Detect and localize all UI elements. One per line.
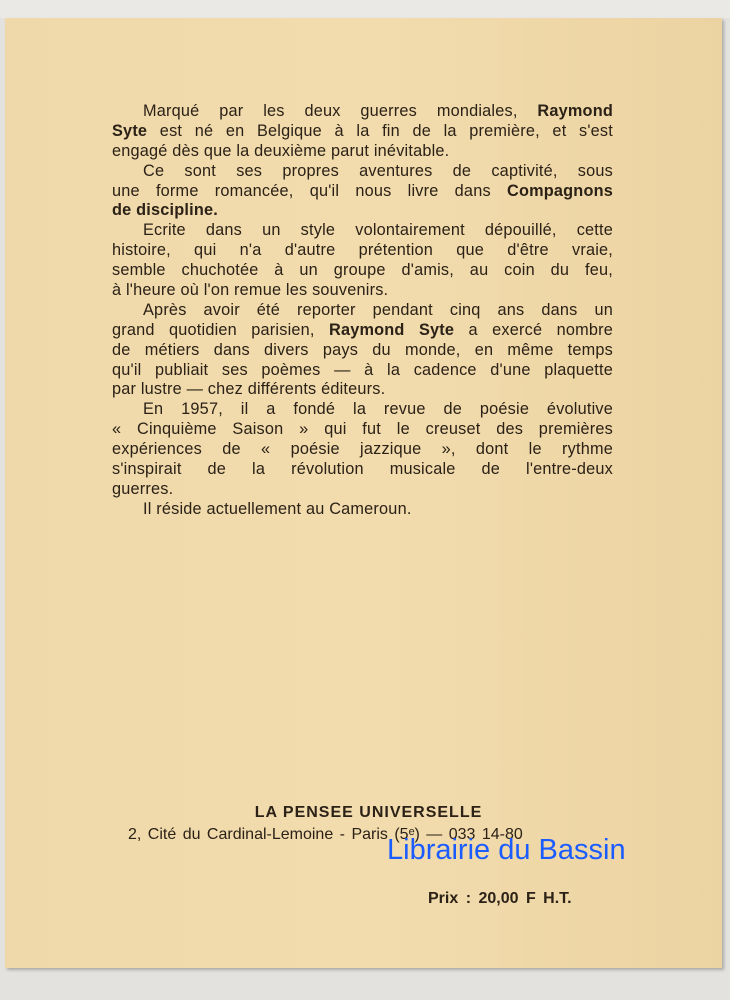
text-segment: Ecrite dans un style volontairement dépouillé, cette xyxy=(143,221,613,240)
text-line xyxy=(112,201,613,221)
text-segment: grand quotidien parisien, xyxy=(112,320,329,339)
text-line xyxy=(112,122,613,142)
text-segment: guerres. xyxy=(112,479,174,498)
text-line xyxy=(112,361,613,381)
price: Prix : 20,00 F H.T. xyxy=(428,890,572,907)
bold-text: Syte xyxy=(112,121,148,140)
text-line xyxy=(112,261,613,281)
text-segment: est né en Belgique à la fin de la première, et s'est xyxy=(147,121,613,140)
text-segment: « Cinquième Saison » qui fut le creuset des premières xyxy=(112,420,613,439)
text-line xyxy=(112,142,613,162)
blurb-text xyxy=(112,102,613,520)
bold-text: Raymond Syte xyxy=(329,320,455,339)
text-segment: En 1957, il a fondé la revue de poésie évolutive xyxy=(143,400,613,419)
text-line xyxy=(112,162,613,182)
text-segment: Marqué par les deux guerres mondiales, xyxy=(143,102,538,120)
text-segment: qu'il publiait ses poèmes — à la cadence d'une plaquette xyxy=(112,360,613,379)
text-line xyxy=(112,182,613,202)
text-line xyxy=(112,400,613,420)
text-line xyxy=(112,460,613,480)
text-line xyxy=(112,281,613,301)
text-segment: histoire, qui n'a d'autre prétention que d'être vraie, xyxy=(112,241,613,260)
background-strip xyxy=(0,0,730,18)
text-segment: engagé dès que la deuxième parut inévitable. xyxy=(112,141,450,160)
bold-text: Raymond xyxy=(537,102,613,120)
publisher-address: 2, Cité du Cardinal-Lemoine - Paris (5ᵉ) — 033 14-80 xyxy=(128,826,523,843)
text-line xyxy=(112,341,613,361)
publisher-name: LA PENSEE UNIVERSELLE xyxy=(254,804,483,821)
text-line xyxy=(112,321,613,341)
text-segment: expériences de « poésie jazzique », dont le rythme xyxy=(112,440,613,459)
text-segment: Il réside actuellement au Cameroun. xyxy=(143,499,412,518)
text-segment: par lustre — chez différents éditeurs. xyxy=(112,380,386,399)
text-line xyxy=(112,221,613,241)
text-segment: s'inspirait de la révolution musicale de l'entre-deux xyxy=(112,460,613,479)
text-segment: de métiers dans divers pays du monde, en même temps xyxy=(112,340,613,359)
text-segment: a exercé nombre xyxy=(454,320,614,339)
text-segment: à l'heure où l'on remue les souvenirs. xyxy=(112,281,389,300)
text-line xyxy=(112,420,613,440)
text-segment: semble chuchotée à un groupe d'amis, au coin du feu, xyxy=(112,261,613,280)
text-line xyxy=(112,380,613,400)
text-segment: Ce sont ses propres aventures de captivité, sous xyxy=(143,161,613,180)
text-line xyxy=(112,440,613,460)
bold-text: Compagnons xyxy=(506,181,613,200)
text-line xyxy=(112,301,613,321)
text-segment: Après avoir été reporter pendant cinq ans dans un xyxy=(143,300,613,319)
text-line xyxy=(112,480,613,500)
text-line xyxy=(112,241,613,261)
watermark: Librairie du Bassin xyxy=(387,834,626,866)
text-line xyxy=(112,500,613,520)
text-segment: une forme romancée, qu'il nous livre dans xyxy=(112,181,507,200)
text-line xyxy=(112,102,613,122)
bold-text: de discipline. xyxy=(112,201,218,220)
